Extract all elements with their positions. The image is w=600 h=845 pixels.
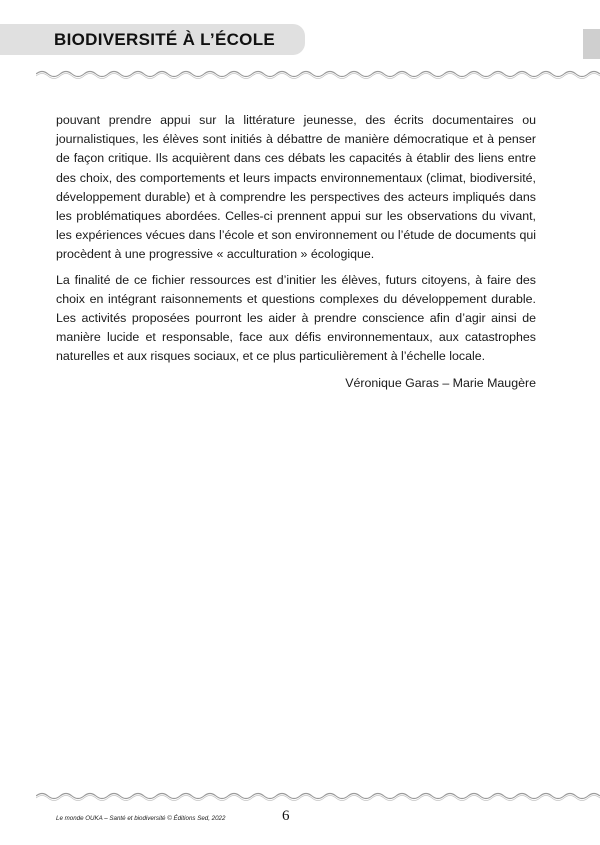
author-signature: Véronique Garas – Marie Maugère — [345, 376, 536, 390]
footer-credit: Le monde OUKA – Santé et biodiversité © Éditions Sed, 2022 — [56, 815, 226, 822]
page-number: 6 — [282, 808, 290, 824]
corner-tab-marker — [583, 29, 600, 59]
wave-divider-top — [36, 67, 600, 81]
paragraph-1: pouvant prendre appui sur la littérature jeunesse, des écrits documentaires ou journalistiques, les élèves sont initiés à débattre de manière démocratique et à penser de façon critique. Ils acquièrent dans ces débats les capacités à établir des liens entre des choix, des comportements et leurs impacts environnementaux (climat, biodiversité, développement durable) et à comprendre les perspectives des acteurs impliqués dans les problématiques abordées. Celles-ci prennent appui sur les observations du vivant, les expériences vécues dans l’école et son environnement ou l’étude de documents qui procèdent à une progressive « acculturation » écologique. — [56, 113, 536, 262]
paragraph-2: La finalité de ce fichier ressources est d’initier les élèves, futurs citoyens, à faire des choix en intégrant raisonnements et questions complexes du développement durable. Les activités proposées pourront les aider à prendre conscience afin d’agir ainsi de manière lucide et responsable, face aux défis environnementaux, aux catastrophes naturelles et aux risques sociaux, et ce plus particulièrement à l’échelle locale. — [56, 272, 536, 364]
page-title: BIODIVERSITÉ À L’ÉCOLE — [54, 30, 276, 49]
wave-divider-bottom — [36, 789, 600, 803]
body-text — [56, 111, 536, 373]
